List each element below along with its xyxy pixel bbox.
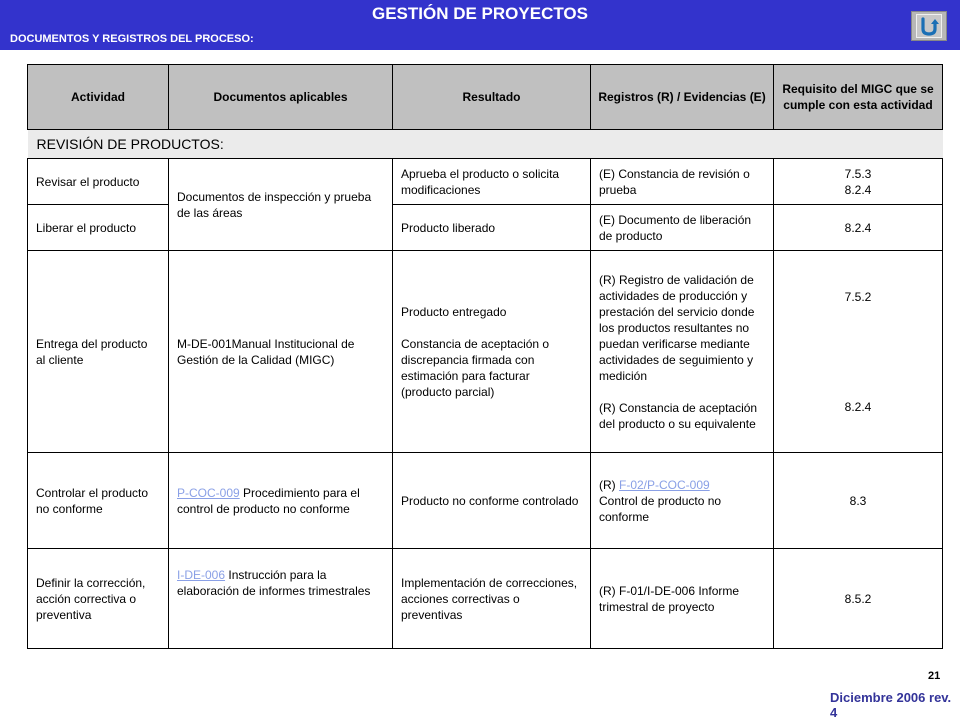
table-row <box>28 251 943 453</box>
cell-documentos: M-DE-001Manual Institucional de Gestión de la Calidad (MIGC) <box>169 251 393 453</box>
col-header-actividad: Actividad <box>28 65 169 130</box>
doc-text: Procedimiento para el control de producto no conforme <box>177 485 360 516</box>
cell-actividad: Definir la corrección, acción correctiva o preventiva <box>28 549 169 649</box>
documents-table <box>27 64 943 649</box>
cell-requisito <box>774 159 943 205</box>
cell-requisito <box>774 251 943 453</box>
registro-text: Control de producto no conforme <box>599 493 722 524</box>
req-value: 7.5.2 <box>844 290 872 304</box>
col-header-resultado: Resultado <box>393 65 591 130</box>
cell-actividad: Liberar el producto <box>28 205 169 251</box>
col-header-registros: Registros (R) / Evidencias (E) <box>591 65 774 130</box>
cell-requisito: 8.3 <box>774 453 943 549</box>
col-header-requisito: Requisito del MIGC que se cumple con esta actividad <box>774 65 943 130</box>
registro-text: (R) Registro de validación de actividades de producción y prestación del servicio donde los productos resultantes no puedan verificarse mediante actividades de seguimiento y medición <box>599 272 755 383</box>
req-value: 8.2.4 <box>844 182 872 197</box>
req-value: 7.5.3 <box>844 166 872 181</box>
cell-documentos <box>169 549 393 649</box>
cell-requisito: 8.2.4 <box>774 205 943 251</box>
result-text: Producto entregado <box>401 304 507 319</box>
registro-prefix: (R) <box>599 477 619 492</box>
registro-text: (R) Constancia de aceptación del producto o su equivalente <box>599 400 758 431</box>
table-row <box>28 205 943 251</box>
cell-requisito: 8.5.2 <box>774 549 943 649</box>
section-row <box>28 130 943 159</box>
table-row <box>28 159 943 205</box>
footer-date: Diciembre 2006 rev. 4 <box>830 690 952 720</box>
page-title: GESTIÓN DE PROYECTOS <box>371 4 588 23</box>
table-header-row <box>28 65 943 130</box>
back-button[interactable] <box>911 11 947 41</box>
cell-resultado: Implementación de correcciones, acciones correctivas o preventivas <box>393 549 591 649</box>
cell-registros: (R) F-01/I-DE-006 Informe trimestral de proyecto <box>591 549 774 649</box>
cell-actividad: Revisar el producto <box>28 159 169 205</box>
cell-resultado: Aprueba el producto o solicita modificaciones <box>393 159 591 205</box>
cell-documentos <box>169 453 393 549</box>
cell-registros <box>591 251 774 453</box>
cell-resultado: Producto liberado <box>393 205 591 251</box>
doc-text: Instrucción para la elaboración de informes trimestrales <box>177 568 371 598</box>
req-value: 8.2.4 <box>844 400 872 414</box>
col-header-documentos: Documentos aplicables <box>169 65 393 130</box>
page-subtitle: DOCUMENTOS Y REGISTROS DEL PROCESO: <box>10 33 254 45</box>
cell-registros <box>591 453 774 549</box>
page-number: 21 <box>928 670 941 682</box>
cell-documentos: Documentos de inspección y prueba de las áreas <box>169 159 393 251</box>
cell-actividad: Controlar el producto no conforme <box>28 453 169 549</box>
doc-link-i-de-006[interactable]: I-DE-006 <box>177 568 226 582</box>
doc-link-p-coc-009[interactable]: P-COC-009 <box>177 485 240 500</box>
result-text: Constancia de aceptación o discrepancia firmada con estimación para facturar (producto parcial) <box>401 336 550 399</box>
cell-resultado <box>393 251 591 453</box>
return-arrow-icon <box>916 14 942 38</box>
table-row <box>28 453 943 549</box>
section-title: REVISIÓN DE PRODUCTOS: <box>28 130 943 159</box>
table-row <box>28 549 943 649</box>
cell-resultado: Producto no conforme controlado <box>393 453 591 549</box>
cell-registros: (E) Documento de liberación de producto <box>591 205 774 251</box>
record-link-f-02-p-coc-009[interactable]: F-02/P-COC-009 <box>619 477 710 492</box>
cell-actividad: Entrega del producto al cliente <box>28 251 169 453</box>
cell-registros: (E) Constancia de revisión o prueba <box>591 159 774 205</box>
